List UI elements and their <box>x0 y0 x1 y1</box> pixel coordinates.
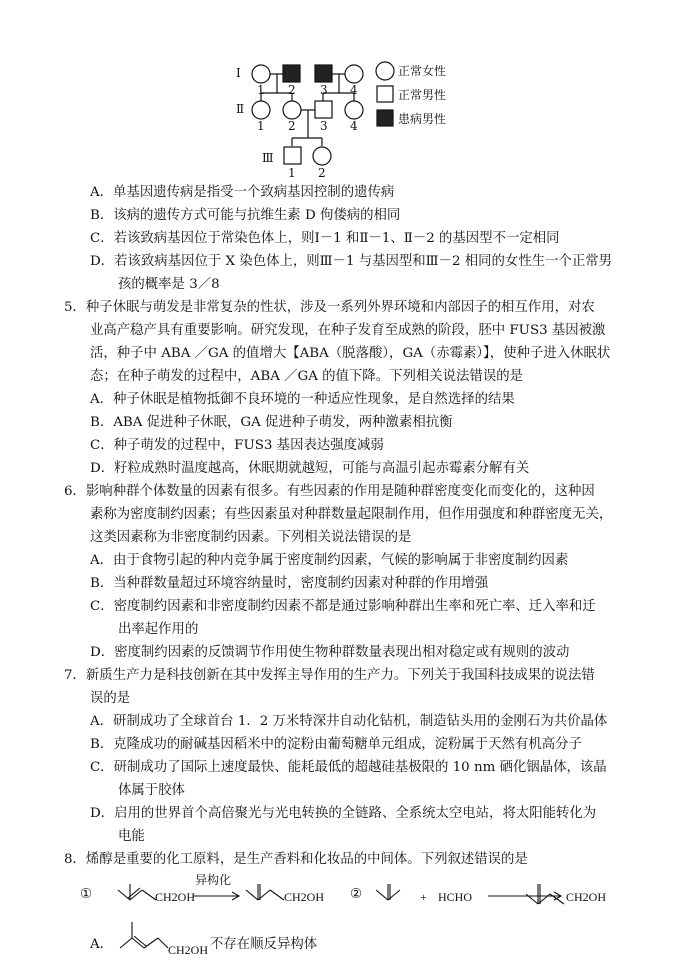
gen1-number: 3 <box>320 83 328 97</box>
q4-option-d: D．若该致病基因位于 X 染色体上，则Ⅲ－1 与基因型和Ⅲ－2 相同的女性生一个正常男 <box>90 254 613 269</box>
q7-stem: 7．新质生产力是科技创新在其中发挥主导作用的生产力。下列关于我国科技成果的说法错 <box>64 668 595 683</box>
q5-option-d: D．籽粒成熟时温度越高，休眠期就越短，可能与高温引起赤霉素分解有关 <box>90 461 530 476</box>
q8-hcho: HCHO <box>438 890 473 904</box>
q5-option-a: A．种子休眠是植物抵御不良环境的一种适应性现象，是自然选择的结果 <box>90 392 515 407</box>
q5-option-b: B．ABA 促进种子休眠，GA 促进种子萌发，两种激素相抗衡 <box>90 415 453 430</box>
legend-normal-female: 正常女性 <box>398 64 447 78</box>
legend-male-symbol <box>377 86 393 102</box>
q7-option-a: A．研制成功了全球首台 1．2 万米特深井自动化钻机，制造钻头用的金刚石为共价晶体 <box>90 714 608 729</box>
gen1-number: 2 <box>288 83 296 97</box>
gen3-1-normal-male <box>284 147 301 164</box>
q6-option-c: C．密度制约因素和非密度制约因素不都是通过影响种群出生率和死亡率、迁入率和迁 <box>90 599 596 614</box>
q8-reaction2-marker: ② <box>350 887 363 902</box>
gen1-number: 1 <box>257 83 265 97</box>
q8-arrow-label: 异构化 <box>195 873 232 887</box>
q8-option-a-text: 不存在顺反异构体 <box>210 937 318 952</box>
q7-option-d: D．启用的世界首个高倍聚光与光电转换的全链路、全系统太空电站，将太阳能转化为 <box>90 806 597 821</box>
gen-label-3: Ⅲ <box>262 151 274 165</box>
q5-stem: 活，种子中 ABA ／GA 的值增大【ABA（脱落酸），GA（赤霉素）】，使种子进入休眠状 <box>90 346 611 361</box>
gen2-3-normal-male <box>315 101 332 118</box>
q6-stem: 这类因素称为非密度制约因素。下列相关说法错误的是 <box>90 530 412 545</box>
gen-label-2: Ⅱ <box>236 102 245 116</box>
q6-option-c-cont: 出率起作用的 <box>118 622 199 637</box>
q4-option-b: B．该病的遗传方式可能与抗维生素 D 佝偻病的相同 <box>90 208 401 223</box>
q7-option-c: C．研制成功了国际上速度最快、能耗最低的超越硅基极限的 10 nm 硒化铟晶体，该晶 <box>90 760 607 775</box>
gen2-number: 3 <box>320 119 328 133</box>
q5-option-c: C．种子萌发的过程中，FUS3 基因表达强度减弱 <box>90 438 384 453</box>
q4-option-a: A．单基因遗传病是指受一个致病基因控制的遗传病 <box>90 185 395 200</box>
gen2-number: 4 <box>350 119 358 133</box>
gen3-number: 1 <box>288 166 296 180</box>
q8-product2-ch2oh: CH2OH <box>566 890 607 904</box>
q5-stem: 态；在种子萌发的过程中，ABA ／GA 的值下降。下列相关说法错误的是 <box>90 369 523 384</box>
gen1-2-affected-male <box>283 65 300 82</box>
q8-plus: + <box>420 890 427 904</box>
gen1-3-affected-male <box>315 65 332 82</box>
legend-female-symbol <box>376 62 394 80</box>
q8-reaction1-marker: ① <box>80 887 93 902</box>
q7-option-d-cont: 电能 <box>118 829 145 844</box>
q5-stem: 5．种子休眠与萌发是非常复杂的性状，涉及一系列外界环境和内部因子的相互作用，对农 <box>64 300 595 315</box>
gen3-2-normal-female <box>313 147 331 165</box>
gen2-number: 1 <box>257 119 265 133</box>
q4-option-d-cont: 孩的概率是 3／8 <box>118 277 220 292</box>
pedigree-diagram <box>0 0 688 190</box>
legend-affected-male-symbol <box>377 110 393 126</box>
gen1-number: 4 <box>350 83 358 97</box>
q6-option-a: A．由于食物引起的种内竞争属于密度制约因素，气候的影响属于非密度制约因素 <box>90 553 569 568</box>
q6-stem: 6．影响种群个体数量的因素有很多。有些因素的作用是随种群密度变化而变化的，这种因 <box>64 484 595 499</box>
q8-reaction1-ch2oh: CH2OH <box>155 890 196 904</box>
gen-label-1: Ⅰ <box>236 66 241 80</box>
q7-stem: 误的是 <box>90 691 131 706</box>
q7-option-c-cont: 体属于胶体 <box>118 783 185 798</box>
gen2-number: 2 <box>288 119 296 133</box>
legend-normal-male: 正常男性 <box>398 88 447 102</box>
q5-stem: 业高产稳产具有重要影响。研究发现，在种子发育至成熟的阶段，胚中 FUS3 基因被激 <box>90 323 606 338</box>
q4-option-c: C．若该致病基因位于常染色体上，则Ⅰ－1 和Ⅱ－1、Ⅱ－2 的基因型不一定相同 <box>90 231 560 246</box>
q6-option-b: B．当种群数量超过环境容纳量时，密度制约因素对种群的作用增强 <box>90 576 489 591</box>
q8-option-a-label: A． <box>90 937 114 952</box>
q8-reaction-structures <box>0 870 688 970</box>
q8-stem: 8．烯醇是重要的化工原料，是生产香料和化妆品的中间体。下列叙述错误的是 <box>64 852 528 867</box>
q7-option-b: B．克隆成功的耐碱基因稻米中的淀粉由葡萄糖单元组成，淀粉属于天然有机高分子 <box>90 737 582 752</box>
legend-affected-male: 患病男性 <box>398 112 447 126</box>
gen3-number: 2 <box>318 166 326 180</box>
q6-option-d: D．密度制约因素的反馈调节作用使生物种群数量表现出相对稳定或有规则的波动 <box>90 645 570 660</box>
q8-option-a-ch2oh: CH2OH <box>168 943 209 957</box>
q6-stem: 素称为密度制约因素；有些因素虽对种群数量起限制作用，但作用强度和种群密度无关， <box>90 507 613 522</box>
q8-product1-ch2oh: CH2OH <box>284 890 325 904</box>
